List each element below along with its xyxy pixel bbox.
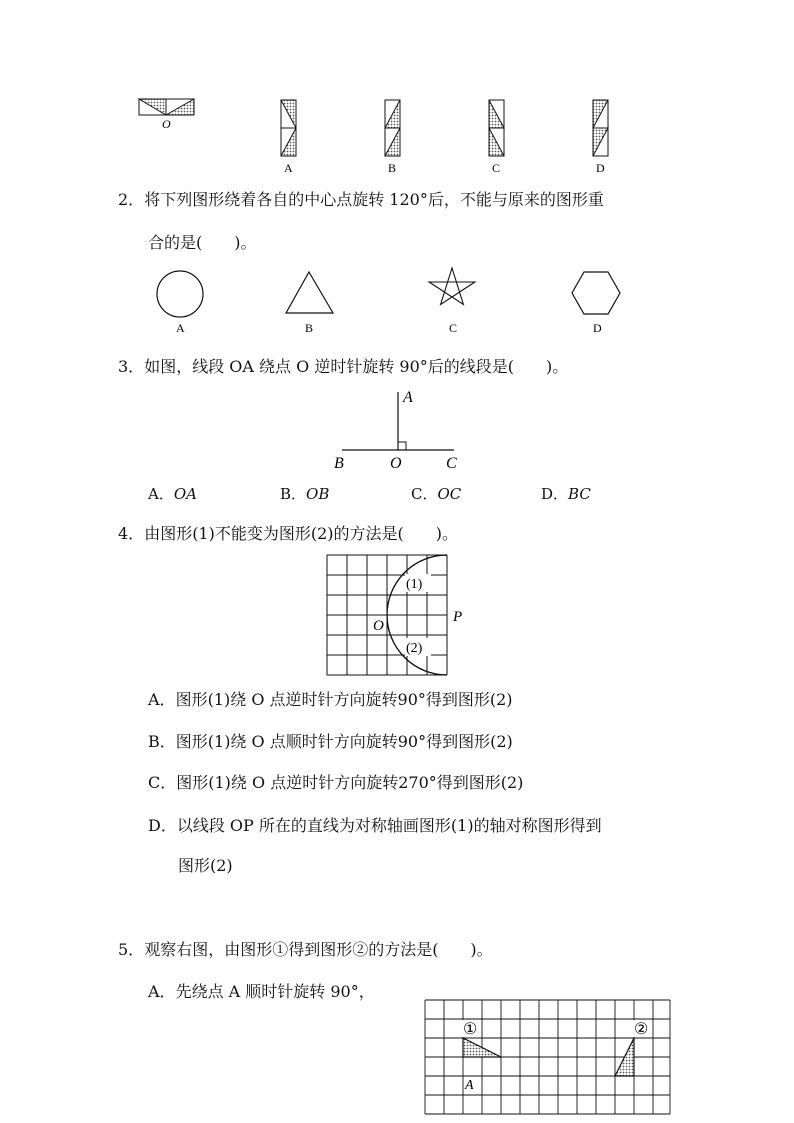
q3-number: 3． xyxy=(118,357,145,376)
q4-label-two: (2) xyxy=(406,641,423,656)
q3-choice-a-value: OA xyxy=(173,485,197,503)
q2-option-b-label: B xyxy=(305,321,314,335)
q3-question xyxy=(118,356,568,378)
q4-choice-d-text2: 图形(2) xyxy=(178,856,233,875)
q1-original-figure xyxy=(138,98,198,134)
q3-figure xyxy=(330,386,470,474)
q4-label-one: (1) xyxy=(406,577,423,592)
q5-number: 5． xyxy=(118,940,145,959)
q3-choice-d-value: BC xyxy=(568,485,591,503)
q3-choice-a[interactable] xyxy=(148,483,197,504)
q5-label-a: A xyxy=(465,1078,474,1093)
q1-option-c-figure[interactable] xyxy=(488,99,508,177)
q3-choice-b-value: OB xyxy=(306,485,330,503)
q5-text: 观察右图，由图形①得到图形②的方法是( )。 xyxy=(144,940,493,959)
q2-option-a-label: A xyxy=(176,321,185,335)
q4-choice-d-text: 以线段 OP 所在的直线为对称轴画图形(1)的轴对称图形得到 xyxy=(176,816,602,835)
q3-label-c: C xyxy=(446,455,457,472)
q1-option-b-figure[interactable] xyxy=(384,99,404,177)
q3-label-o: O xyxy=(390,455,402,472)
q1-option-d-label: D xyxy=(596,161,605,175)
q2-option-d-label: D xyxy=(593,321,602,335)
q4-choice-d[interactable] xyxy=(148,815,602,837)
q1-option-b-label: B xyxy=(388,161,397,175)
q5-question xyxy=(118,939,493,961)
q4-choice-d-letter: D． xyxy=(148,816,177,835)
q3-choice-b-letter: B． xyxy=(280,485,307,503)
q2-number: 2． xyxy=(118,190,145,209)
q4-grid-figure xyxy=(326,554,476,680)
q5-label-two: ② xyxy=(634,1021,649,1038)
q2-text-line2: 合的是( )。 xyxy=(148,233,257,252)
q4-choice-b-text: 图形(1)绕 O 点顺时针方向旋转90°得到图形(2) xyxy=(175,732,513,751)
q1-option-a-figure[interactable] xyxy=(280,99,300,177)
q5-choice-a-text: 先绕点 A 顺时针旋转 90°， xyxy=(175,982,375,1001)
q2-option-c-figure[interactable] xyxy=(425,266,485,340)
q3-choice-c[interactable] xyxy=(411,483,461,504)
q3-choice-a-letter: A． xyxy=(148,485,174,503)
q1-option-d-figure[interactable] xyxy=(592,99,612,177)
q5-label-one: ① xyxy=(463,1021,478,1038)
q1-label-o: O xyxy=(162,117,171,131)
q2-question xyxy=(118,189,604,211)
q2-option-d-figure[interactable] xyxy=(572,270,626,340)
q5-grid-figure xyxy=(424,999,674,1117)
q4-choice-c-text: 图形(1)绕 O 点逆时针方向旋转270°得到图形(2) xyxy=(176,773,524,792)
q4-choice-b[interactable] xyxy=(148,731,513,753)
q4-choice-c-letter: C． xyxy=(148,773,177,792)
q1-option-c-label: C xyxy=(492,161,501,175)
q4-choice-b-letter: B． xyxy=(148,732,176,751)
q4-choice-c[interactable] xyxy=(148,772,523,794)
q3-choice-c-letter: C． xyxy=(411,485,438,503)
q3-label-b: B xyxy=(334,455,344,472)
q3-choice-b[interactable] xyxy=(280,483,329,504)
q3-choice-d-letter: D． xyxy=(541,485,569,503)
triangle-icon xyxy=(286,272,333,313)
q4-label-p: P xyxy=(453,609,463,625)
q5-choice-a[interactable] xyxy=(148,981,375,1003)
q2-option-c-label: C xyxy=(449,321,458,335)
q5-choice-a-letter: A． xyxy=(148,982,176,1001)
q2-option-b-figure[interactable] xyxy=(285,270,339,340)
circle-icon xyxy=(157,271,203,317)
q2-text-line1: 将下列图形绕着各自的中心点旋转 120°后，不能与原来的图形重 xyxy=(144,190,604,209)
q4-text: 由图形(1)不能变为图形(2)的方法是( )。 xyxy=(144,524,459,543)
q3-text: 如图，线段 OA 绕点 O 逆时针旋转 90°后的线段是( )。 xyxy=(144,357,569,376)
q4-choice-a-letter: A． xyxy=(148,690,176,709)
q1-option-a-label: A xyxy=(284,161,293,175)
q3-choice-d[interactable] xyxy=(541,483,591,504)
q4-number: 4． xyxy=(118,524,145,543)
q2-option-a-figure[interactable] xyxy=(154,270,208,340)
q4-choice-a[interactable] xyxy=(148,689,513,711)
q4-label-o: O xyxy=(373,618,384,634)
star-icon xyxy=(429,268,475,304)
q4-question xyxy=(118,523,458,545)
q4-choice-a-text: 图形(1)绕 O 点逆时针方向旋转90°得到图形(2) xyxy=(175,690,513,709)
hexagon-icon xyxy=(572,272,620,314)
q3-label-a: A xyxy=(403,389,413,406)
q3-choice-c-value: OC xyxy=(437,485,462,503)
